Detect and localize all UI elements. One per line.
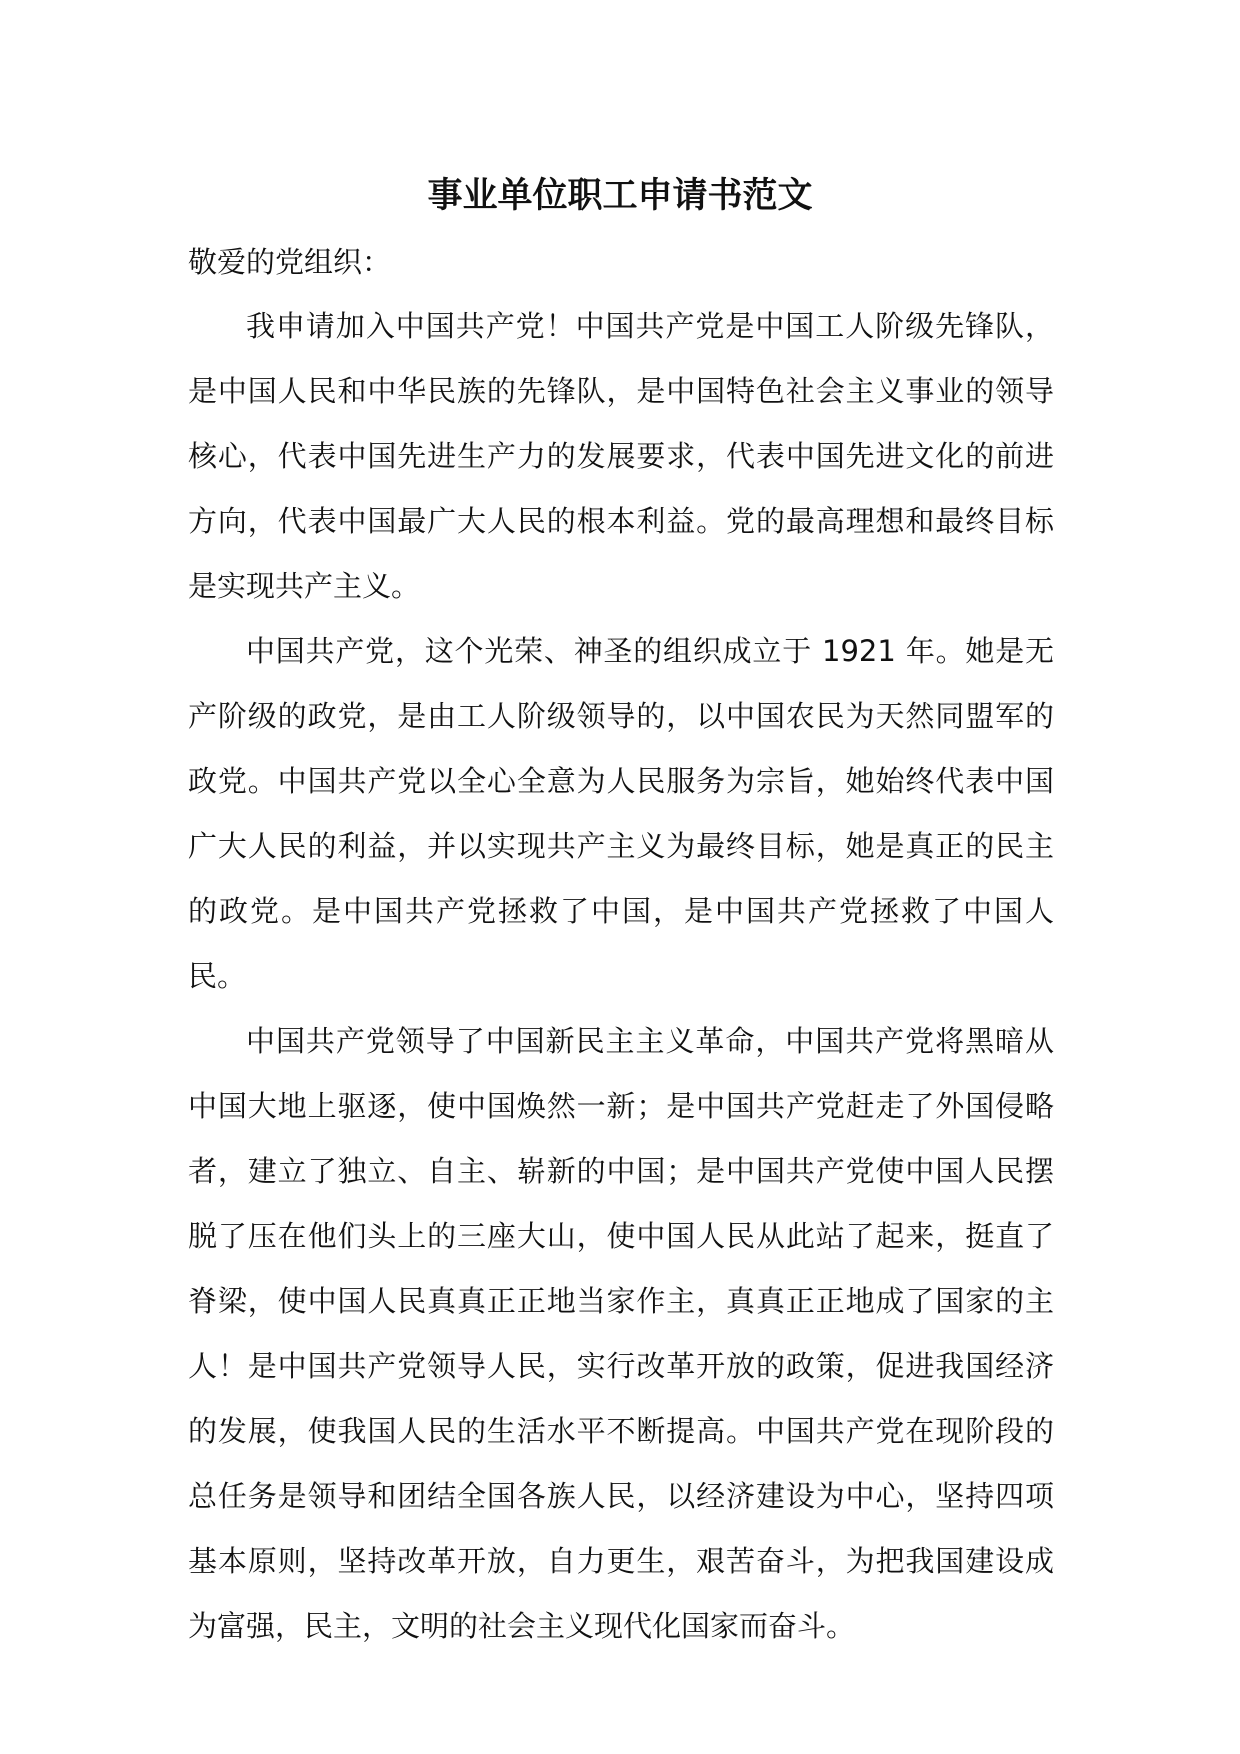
paragraph-2: 中国共产党，这个光荣、神圣的组织成立于 1921 年。她是无产阶级的政党，是由工人阶级领导的，以中国农民为天然同盟军的政党。中国共产党以全心全意为人民服务为宗旨，她始终代表中国广大人民的利益，并以实现共产主义为最终目标，她是真正的民主的政党。是中国共产党拯救了中国，是中国共产党拯救了中国人民。: [188, 634, 1054, 993]
salutation: 敬爱的党组织：: [188, 245, 392, 279]
document-body: [188, 294, 1054, 1659]
paragraph-3: 中国共产党领导了中国新民主主义革命，中国共产党将黑暗从中国大地上驱逐，使中国焕然一新；是中国共产党赶走了外国侵略者，建立了独立、自主、崭新的中国；是中国共产党使中国人民摆脱了压在他们头上的三座大山，使中国人民从此站了起来，挺直了脊梁，使中国人民真真正正地当家作主，真真正正地成了国家的主人！是中国共产党领导人民，实行改革开放的政策，促进我国经济的发展，使我国人民的生活水平不断提高。中国共产党在现阶段的总任务是领导和团结全国各族人民，以经济建设为中心，坚持四项基本原则，坚持改革开放，自力更生，艰苦奋斗，为把我国建设成为富强，民主，文明的社会主义现代化国家而奋斗。: [188, 1024, 1054, 1643]
document-title: 事业单位职工申请书范文: [427, 176, 813, 216]
paragraph-1: 我申请加入中国共产党！中国共产党是中国工人阶级先锋队，是中国人民和中华民族的先锋队，是中国特色社会主义事业的领导核心，代表中国先进生产力的发展要求，代表中国先进文化的前进方向，代表中国最广大人民的根本利益。党的最高理想和最终目标是实现共产主义。: [188, 309, 1054, 603]
